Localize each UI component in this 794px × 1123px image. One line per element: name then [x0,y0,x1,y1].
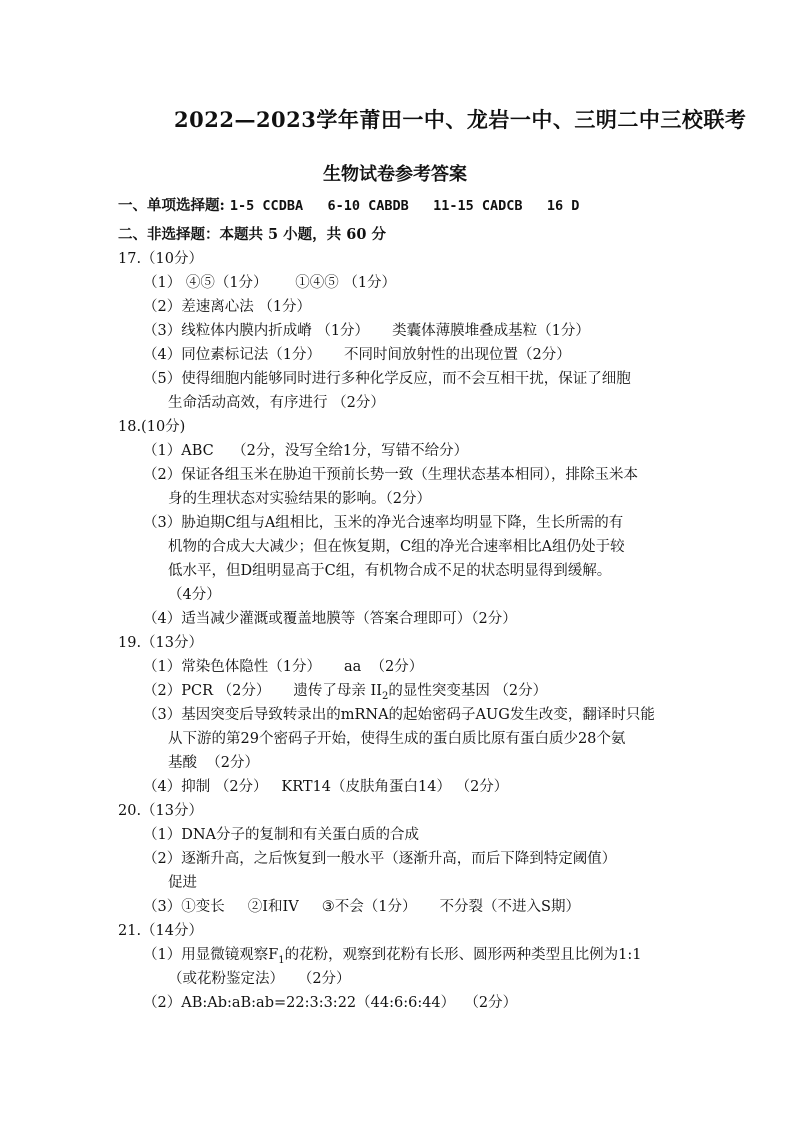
q19-answer-1: （1）常染色体隐性（1分） aa （2分） [143,659,424,675]
q18-answer-3: （3）胁迫期C组与A组相比，玉米的净光合速率均明显下降，生长所需的有 [143,515,624,531]
q19-answer-4: （4）抑制 （2分） KRT14（皮肤角蛋白14） （2分） [143,779,509,795]
q18-answer-1: （1）ABC （2分，没写全给1分，写错不给分） [143,443,469,459]
q21-answer-1-text-end: 的花粉，观察到花粉有长形、圆形两种类型且比例为1:1 [284,947,642,963]
q17-answer-5-cont: 生命活动高效，有序进行 （2分） [168,395,385,411]
part1-line [118,196,579,216]
q19-answer-3: （3）基因突变后导致转录出的mRNA的起始密码子AUG发生改变，翻译时只能 [143,707,655,723]
q17-answer-3: （3）线粒体内膜内折成嵴 （1分） 类囊体薄膜堆叠成基粒（1分） [143,323,590,339]
q21-answer-2: （2）AB:Ab:aB:ab=22:3:3:22（44:6:6:44） （2分） [143,995,518,1011]
q19-subscript: 2 [381,690,389,702]
q20-answer-3: （3）①变长 ②I和IV ③不会（1分） 不分裂（不进入S期） [143,899,580,915]
q21-answer-1 [143,945,642,971]
page-subtitle: 生物试卷参考答案 [323,164,467,185]
part1-label: 一、单项选择题: [118,197,225,214]
q18-answer-3-cont: 低水平，但D组明显高于C组，有机物合成不足的状态明显得到缓解。 [168,563,612,579]
q21-answer-1-cont: （或花粉鉴定法） （2分） [168,971,351,987]
q19-answer-3-cont: 从下游的第29个密码子开始，使得生成的蛋白质比原有蛋白质少28个氨 [168,731,626,747]
q19-answer-3-cont: 基酸 （2分） [168,755,259,771]
part1-answers: 1-5 CCDBA 6-10 CABDB 11-15 CADCB 16 D [229,198,580,214]
q20-answer-2-cont: 促进 [168,875,197,891]
q19-answer-2-text: （2）PCR （2分） 遗传了母亲 II [143,683,382,699]
q20-heading: 20.（13分） [118,803,204,819]
q17-answer-4: （4）同位素标记法（1分） 不同时间放射性的出现位置（2分） [143,347,571,363]
q21-subscript: 1 [278,954,285,966]
q19-answer-2-text-end: 的显性突变基因 （2分） [388,683,548,699]
q19-answer-2 [143,681,547,707]
q20-answer-2: （2）逐渐升高，之后恢复到一般水平（逐渐升高，而后下降到特定阈值） [143,851,617,867]
q17-answer-5: （5）使得细胞内能够同时进行多种化学反应，而不会互相干扰，保证了细胞 [143,371,631,387]
q21-answer-1-text: （1）用显微镜观察F [143,947,279,963]
q17-heading: 17.（10分） [118,251,204,267]
q17-answer-2: （2）差速离心法 （1分） [143,299,312,315]
q17-answer-1: （1） ④⑤（1分） ①④⑤ （1分） [143,275,397,291]
q18-answer-3-score: （4分） [168,587,221,603]
q18-answer-4: （4）适当减少灌溉或覆盖地膜等（答案合理即可）（2分） [143,611,517,627]
q18-answer-2-cont: 身的生理状态对实验结果的影响。（2分） [168,491,431,507]
q20-answer-1: （1）DNA分子的复制和有关蛋白质的合成 [143,827,420,843]
q19-heading: 19.（13分） [118,635,204,651]
part2-label: 二、非选择题：本题共 5 小题，共 60 分 [118,226,386,243]
page-title: 2022—2023学年莆田一中、龙岩一中、三明二中三校联考 [174,107,747,132]
q21-heading: 21.（14分） [118,923,204,939]
q18-answer-3-cont: 机物的合成大大减少；但在恢复期，C组的净光合速率相比A组仍处于较 [168,539,625,555]
q18-heading: 18.(10分) [118,419,186,435]
q18-answer-2: （2）保证各组玉米在胁迫干预前长势一致（生理状态基本相同），排除玉米本 [143,467,638,483]
